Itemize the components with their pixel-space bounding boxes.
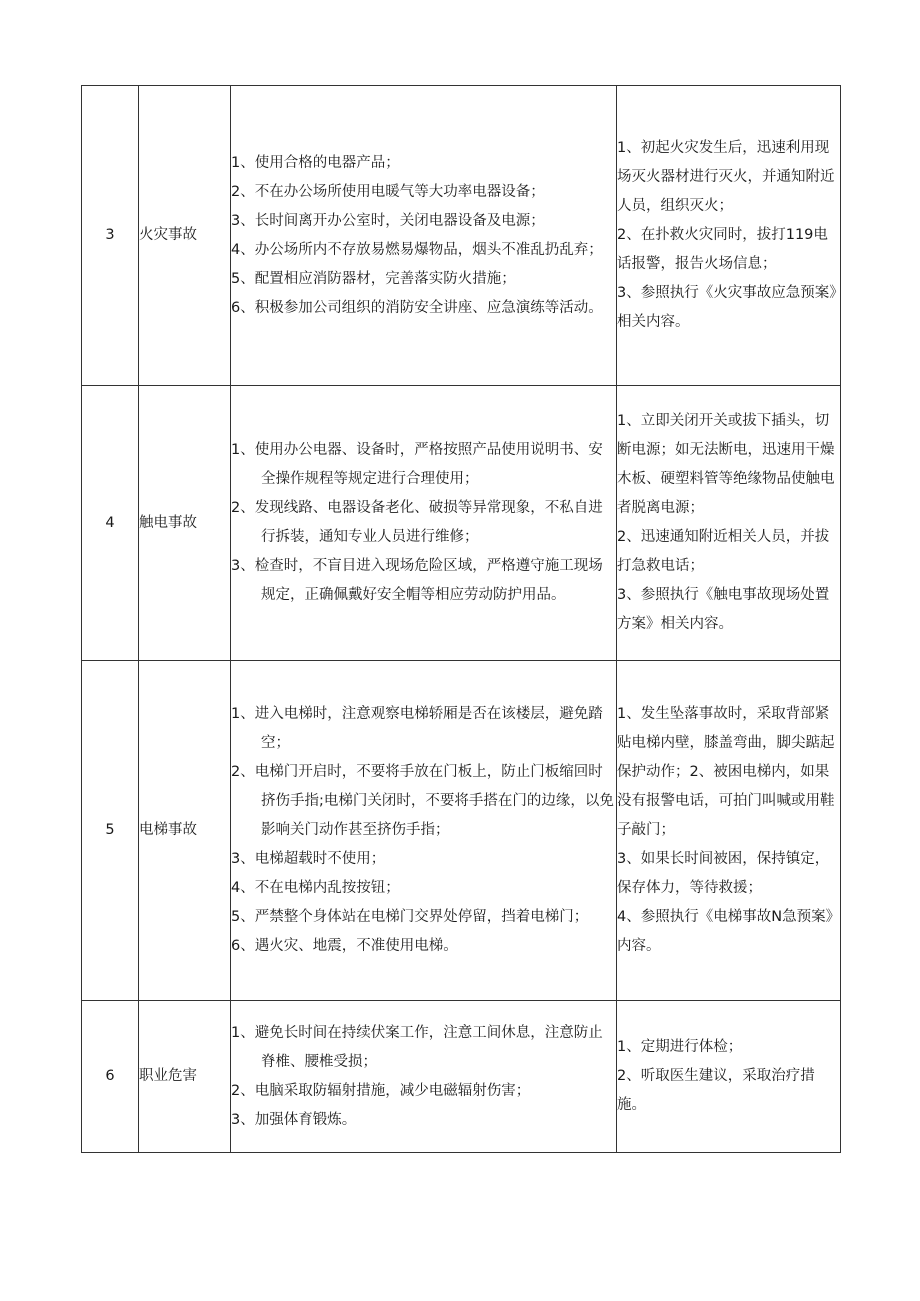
emergency-response-cell (617, 1001, 841, 1153)
prevention-measure-item: 6、积极参加公司组织的消防安全讲座、应急演练等活动。 (231, 299, 603, 316)
row-number: 6 (105, 1068, 115, 1084)
row-number-cell (82, 386, 139, 661)
emergency-response-item: 3、如果长时间被困，保持镇定，保存体力，等待救援； (617, 851, 830, 896)
prevention-measure-item: 2、电脑采取防辐射措施，减少电磁辐射伤害； (231, 1082, 531, 1099)
prevention-measure-item: 4、不在电梯内乱按按钮； (231, 880, 400, 896)
prevention-measure-item: 3、加强体育锻炼。 (231, 1111, 357, 1128)
prevention-measure-item: 4、办公场所内不存放易燃易爆物品，烟头不准乱扔乱弃； (231, 241, 603, 258)
emergency-response-item: 3、参照执行《火灾事故应急预案》相关内容。 (617, 285, 837, 330)
prevention-measure-item: 1、避免长时间在持续伏案工作，注意工间休息，注意防止脊椎、腰椎受损； (231, 1024, 603, 1070)
row-number-cell (82, 86, 139, 386)
row-number-cell (82, 1001, 139, 1153)
prevention-measure-item: 2、不在办公场所使用电暖气等大功率电器设备； (231, 183, 545, 200)
emergency-response-item: 2、在扑救火灾同时，拔打119电话报警，报告火场信息； (617, 227, 828, 272)
emergency-response-cell (617, 86, 841, 386)
row-number-cell (82, 661, 139, 1001)
row-number: 5 (105, 822, 115, 838)
prevention-measure-item: 2、发现线路、电器设备老化、破损等异常现象，不私自进行拆装，通知专业人员进行维修； (231, 500, 603, 545)
prevention-measure-item: 3、长时间离开办公室时，关闭电器设备及电源； (231, 212, 545, 229)
table-row (82, 661, 841, 1001)
prevention-measure-item: 1、使用合格的电器产品； (231, 154, 400, 171)
emergency-response-item: 1、发生坠落事故时，采取背部紧贴电梯内壁，膝盖弯曲，脚尖踮起保护动作；2、被困电梯内，如果没有报警电话，可拍门叫喊或用鞋子敲门； (617, 706, 835, 838)
prevention-measure-item: 1、进入电梯时，注意观察电梯轿厢是否在该楼层，避免踏空； (231, 706, 603, 751)
emergency-response-item: 4、参照执行《电梯事故N急预案》内容。 (617, 909, 833, 954)
row-number: 3 (105, 227, 115, 243)
prevention-measure-item: 3、电梯超载时不使用； (231, 851, 386, 867)
emergency-response-cell (617, 386, 841, 661)
prevention-measure-item: 6、遇火灾、地震，不准使用电梯。 (231, 938, 458, 954)
table-row (82, 386, 841, 661)
emergency-response-item: 1、初起火灾发生后，迅速利用现场灭火器材进行灭火，并通知附近人员，组织灭火； (617, 140, 835, 214)
hazard-name-cell (139, 386, 231, 661)
risk-measures-table (81, 85, 841, 1153)
prevention-measure-item: 1、使用办公电器、设备时，严格按照产品使用说明书、安全操作规程等规定进行合理使用； (231, 442, 603, 487)
prevention-measure-item: 5、严禁整个身体站在电梯门交界处停留，挡着电梯门； (231, 909, 589, 925)
emergency-response-item: 1、立即关闭开关或拔下插头，切断电源；如无法断电，迅速用干燥木板、硬塑料管等绝缘物品使触电者脱离电源； (617, 413, 835, 516)
emergency-response-item: 3、参照执行《触电事故现场处置方案》相关内容。 (617, 587, 830, 632)
prevention-measures-cell (231, 661, 617, 1001)
row-number: 4 (105, 514, 115, 531)
table-row (82, 1001, 841, 1153)
hazard-name: 触电事故 (139, 514, 197, 531)
hazard-name: 火灾事故 (139, 227, 197, 243)
prevention-measure-item: 5、配置相应消防器材，完善落实防火措施； (231, 270, 516, 287)
hazard-name: 电梯事故 (139, 822, 197, 838)
emergency-response-item: 2、迅速通知附近相关人员，并拔打急救电话； (617, 529, 830, 574)
hazard-name-cell (139, 661, 231, 1001)
hazard-name: 职业危害 (139, 1068, 197, 1084)
prevention-measure-item: 2、电梯门开启时，不要将手放在门板上，防止门板缩回时挤伤手指;电梯门关闭时，不要将手搭在门的边缘，以免影响关门动作甚至挤伤手指； (231, 764, 614, 838)
emergency-response-item: 1、定期进行体检； (617, 1039, 743, 1055)
emergency-response-item: 2、听取医生建议，采取治疗措施。 (617, 1068, 815, 1113)
prevention-measures-cell (231, 1001, 617, 1153)
table-row (82, 86, 841, 386)
prevention-measures-cell (231, 86, 617, 386)
prevention-measures-cell (231, 386, 617, 661)
emergency-response-cell (617, 661, 841, 1001)
hazard-name-cell (139, 86, 231, 386)
prevention-measure-item: 3、检查时，不盲目进入现场危险区域，严格遵守施工现场规定，正确佩戴好安全帽等相应劳动防护用品。 (231, 558, 603, 603)
hazard-name-cell (139, 1001, 231, 1153)
